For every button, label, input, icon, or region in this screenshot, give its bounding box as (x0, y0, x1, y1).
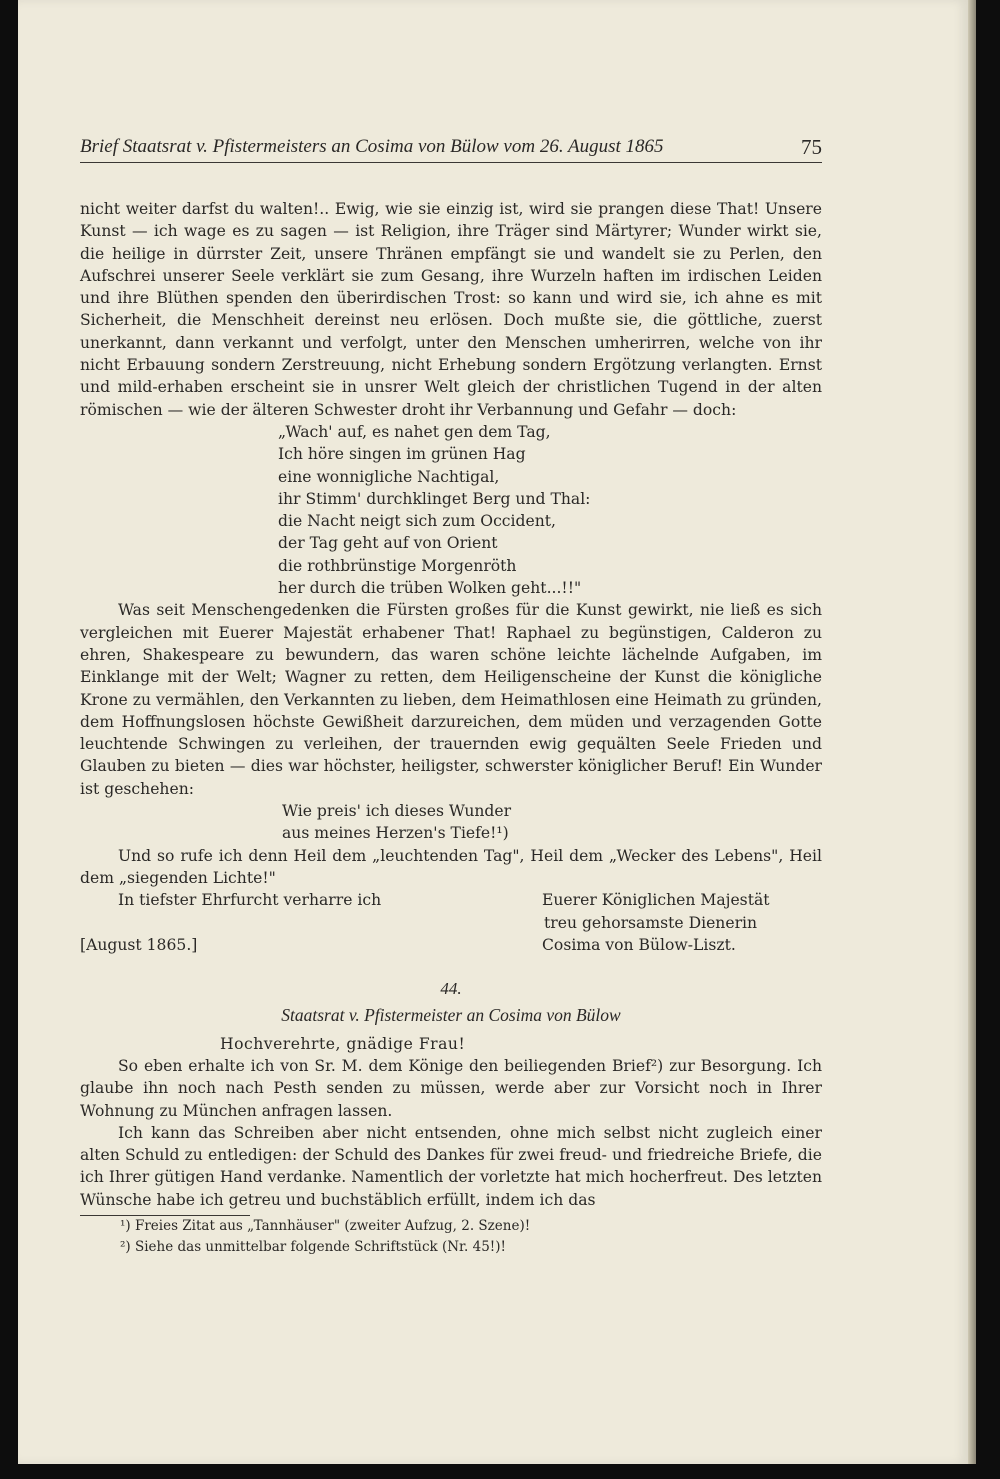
body-paragraph: Und so rufe ich denn Heil dem „leuchtenden Tag", Heil dem „Wecker des Lebens", Heil dem „siegenden Lichte!" (80, 846, 822, 887)
closing-left (80, 889, 381, 956)
footnote: ¹) Freies Zitat aus „Tannhäuser" (zweiter Aufzug, 2. Szene)! (120, 1218, 531, 1235)
page-body (80, 198, 822, 1258)
running-header-title: Brief Staatsrat v. Pfistermeisters an Cosima von Bülow vom 26. August 1865 (80, 136, 664, 157)
page-edge (968, 0, 976, 1464)
page-number: 75 (801, 135, 822, 159)
closing-line: treu gehorsamste Dienerin (544, 913, 758, 932)
body-paragraph: nicht weiter darfst du walten!.. Ewig, wie sie einzig ist, wird sie prangen diese That! Unsere Kunst — ich wage es zu sagen — ist Religion, ihre Träger sind Märtyrer; Wunder wirkt sie, die heilige in dürrster Zeit, unsere Thränen empfängt sie und wandelt sie zu Perlen, den Aufschrei unserer Seele verklärt sie zum Gesang, ihre Wurzeln haften im irdischen Leiden und ihre Blüthen spenden den überirdischen Trost: so kann und wird sie, ich ahne es mit Sicherheit, die Menschheit dereinst neu erlösen. Doch mußte sie, die göttliche, zuerst unerkannt, dann verkannt und verfolgt, unter den Menschen umherirren, welche von ihr nicht Erbauung sondern Zerstreuung, nicht Erhebung sondern Ergötzung verlangten. Ernst und mild-erhaben erscheint sie in unsrer Welt gleich der christlichen Tugend in der alten römischen — wie der älteren Schwester droht ihr Verbannung und Gefahr — doch: (80, 200, 822, 419)
verse-line: Ich höre singen im grünen Hag (278, 445, 526, 464)
book-page (18, 0, 968, 1464)
closing-line: Euerer Königlichen Majestät (542, 891, 770, 910)
verse-line: ihr Stimm' durchklinget Berg und Thal: (278, 489, 591, 508)
body-paragraph: So eben erhalte ich von Sr. M. dem Könige den beiliegenden Brief²) zur Besorgung. Ich glaube ihn noch nach Pesth senden zu müssen, werde aber zur Vorsicht noch in Ihrer Wohnung zu München anfragen lassen. (80, 1056, 822, 1120)
verse-line: Wie preis' ich dieses Wunder (282, 802, 512, 821)
running-header (80, 128, 822, 163)
closing-signature (542, 889, 822, 956)
letter-date: [August 1865.] (80, 935, 198, 954)
salutation: Hochverehrte, gnädige Frau! (220, 1034, 466, 1053)
letter-title: Staatsrat v. Pfistermeister an Cosima von Bülow (281, 1005, 621, 1026)
body-paragraph: Ich kann das Schreiben aber nicht entsenden, ohne mich selbst nicht zugleich einer alten Schuld zu entledigen: der Schuld des Dankes für zwei freud- und friedreiche Briefe, die ich Ihrer gütigen Hand verdanke. Namentlich der vorletzte hat mich hocherfreut. Des letzten Wünsche habe ich getreu und buchstäblich erfüllt, indem ich das (80, 1123, 822, 1209)
verse-line: her durch die trüben Wolken geht...!!" (278, 579, 582, 598)
verse-block (278, 421, 822, 599)
verse-line: die Nacht neigt sich zum Occident, (278, 512, 556, 531)
footnote: ²) Siehe das unmittelbar folgende Schriftstück (Nr. 45!)! (120, 1239, 506, 1256)
closing-formula: In tiefster Ehrfurcht verharre ich (118, 891, 382, 910)
verse-line: aus meines Herzen's Tiefe!¹) (282, 824, 509, 843)
verse-line: der Tag geht auf von Orient (278, 534, 498, 553)
verse-line: „Wach' auf, es nahet gen dem Tag, (278, 422, 551, 441)
letter-number: 44. (440, 979, 462, 999)
verse-line: die rothbrünstige Morgenröth (278, 556, 517, 575)
verse-block (282, 800, 822, 845)
closing-block (80, 889, 822, 956)
signature: Cosima von Bülow-Liszt. (542, 935, 736, 954)
verse-line: eine wonnigliche Nachtigal, (278, 467, 500, 486)
body-paragraph: Was seit Menschengedenken die Fürsten großes für die Kunst gewirkt, nie ließ es sich vergleichen mit Euerer Majestät erhabener That! Raphael zu begünstigen, Calderon zu ehren, Shakespeare zu bewundern, das waren schöne leichte lächelnde Aufgaben, im Einklange mit der Welt; Wagner zu retten, dem Heiligenscheine der Kunst die königliche Krone zu vermählen, den Verkannten zu lieben, dem Heimathlosen eine Heimath zu gründen, dem Hoffnungslosen höchste Gewißheit darzureichen, dem müden und verzagenden Gotte leuchtende Schwingen zu verleihen, der trauernden ewig gequälten Seele Frieden und Glauben zu bieten — dies war höchster, heiligster, schwerster königlicher Beruf! Ein Wunder ist geschehen: (80, 601, 822, 798)
